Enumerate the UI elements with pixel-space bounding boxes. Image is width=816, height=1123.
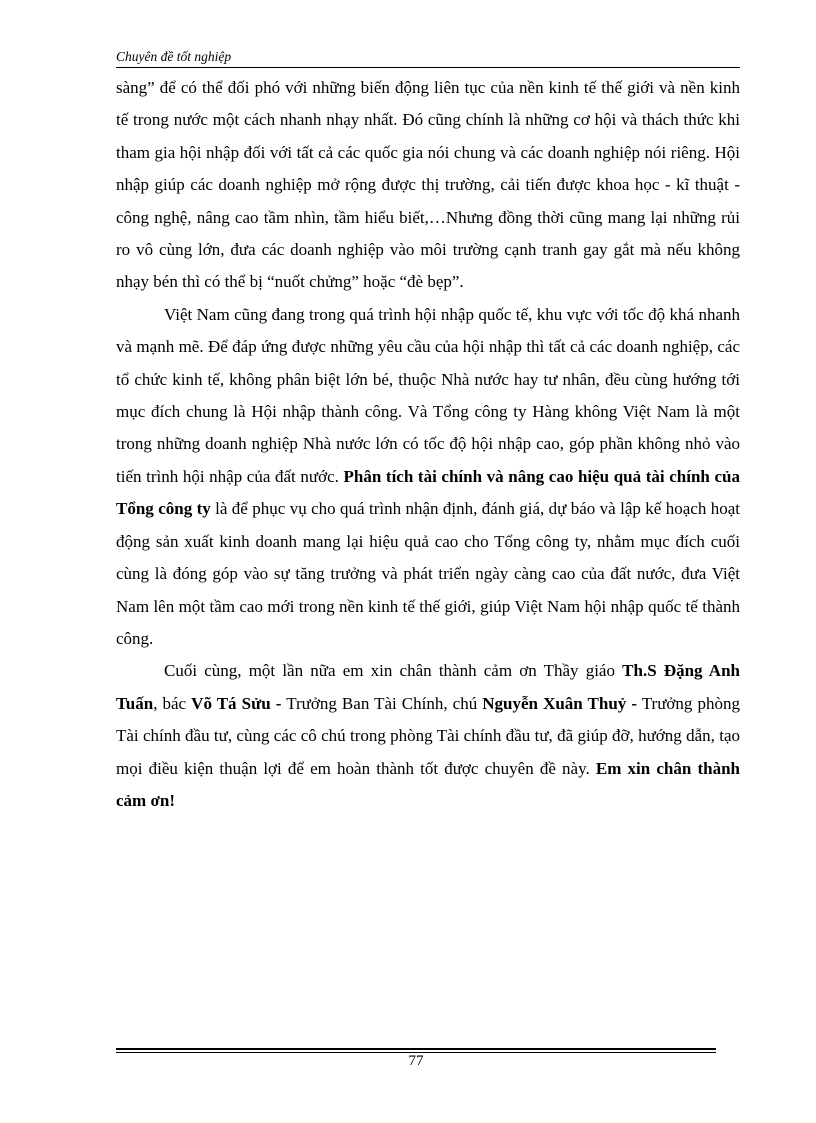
page-number: 77 bbox=[408, 1053, 424, 1069]
bold-text-run: Phân tích tài chính và nâng cao hiệu quả tài chính của Tổng công ty bbox=[116, 466, 740, 519]
bold-text-run: Võ Tá Sửu - bbox=[191, 693, 282, 713]
text-run: sàng” để có thể đối phó với những biến động liên tục của nền kinh tế thế giới và nền kinh tế trong nước một cách nhanh nhạy nhất. Đó cũng chính là những cơ hội và thách thức khi tham gia hội nhập đối với tất cả các quốc gia nói chung và các doanh nghiệp nói riêng. Hội nhập giúp các doanh nghiệp mở rộng được thị trường, cải tiến được khoa học - kĩ thuật - công nghệ, nâng cao tầm nhìn, tầm hiểu biết,…Nhưng đồng thời cũng mang lại những rủi ro vô cùng lớn, đưa các doanh nghiệp vào môi trường cạnh tranh gay gắt mà nếu không nhạy bén thì có thể bị “nuốt chửng” hoặc “đè bẹp”. bbox=[116, 78, 740, 292]
running-header: Chuyên đề tốt nghiệp bbox=[116, 49, 232, 64]
text-run: , bác bbox=[153, 693, 192, 713]
text-run: Trưởng Ban Tài Chính, chú bbox=[281, 693, 483, 713]
text-run: Trưởng phòng Tài chính đầu tư, cùng các cô chú trong phòng Tài chính đầu tư, đã giúp đỡ, hướng dẫn, tạo mọi điều kiện thuận lợi để em hoàn thành tốt được chuyên đề này. bbox=[116, 693, 740, 778]
text-run: Cuối cùng, một lần nữa em xin chân thành cảm ơn Thầy giáo bbox=[164, 661, 623, 681]
paragraph bbox=[116, 299, 740, 655]
text-run: Việt Nam cũng đang trong quá trình hội nhập quốc tế, khu vực với tốc độ khá nhanh và mạnh mẽ. Để đáp ứng được những yêu cầu của hội nhập thì tất cả các doanh nghiệp, các tổ chức kinh tế, không phân biệt lớn bé, thuộc Nhà nước hay tư nhân, đều cùng hướng tới mục đích chung là Hội nhập thành công. Và Tổng công ty Hàng không Việt Nam là một trong những doanh nghiệp Nhà nước lớn có tốc độ hội nhập cao, góp phần không nhỏ vào tiến trình hội nhập của đất nước. bbox=[116, 304, 740, 486]
bold-text-run: Th.S Đặng Anh Tuấn bbox=[116, 661, 740, 713]
bold-text-run: Em xin chân thành cảm ơn! bbox=[116, 758, 740, 810]
text-run: là để phục vụ cho quá trình nhận định, đánh giá, dự báo và lập kế hoạch hoạt động sản xuất kinh doanh mang lại hiệu quả cao cho Tổng công ty, nhằm mục đích cuối cùng là đóng góp vào sự tăng trưởng và phát triển ngày càng cao của đất nước, đưa Việt Nam lên một tầm cao mới trong nền kinh tế thế giới, giúp Việt Nam hội nhập quốc tế thành công. bbox=[116, 499, 740, 648]
header-rule bbox=[116, 67, 740, 68]
bold-text-run: Nguyễn Xuân Thuỷ - bbox=[482, 693, 637, 713]
paragraph bbox=[116, 72, 740, 299]
footer-rule bbox=[116, 1048, 716, 1050]
paragraph bbox=[116, 655, 740, 817]
document-body bbox=[116, 72, 740, 817]
